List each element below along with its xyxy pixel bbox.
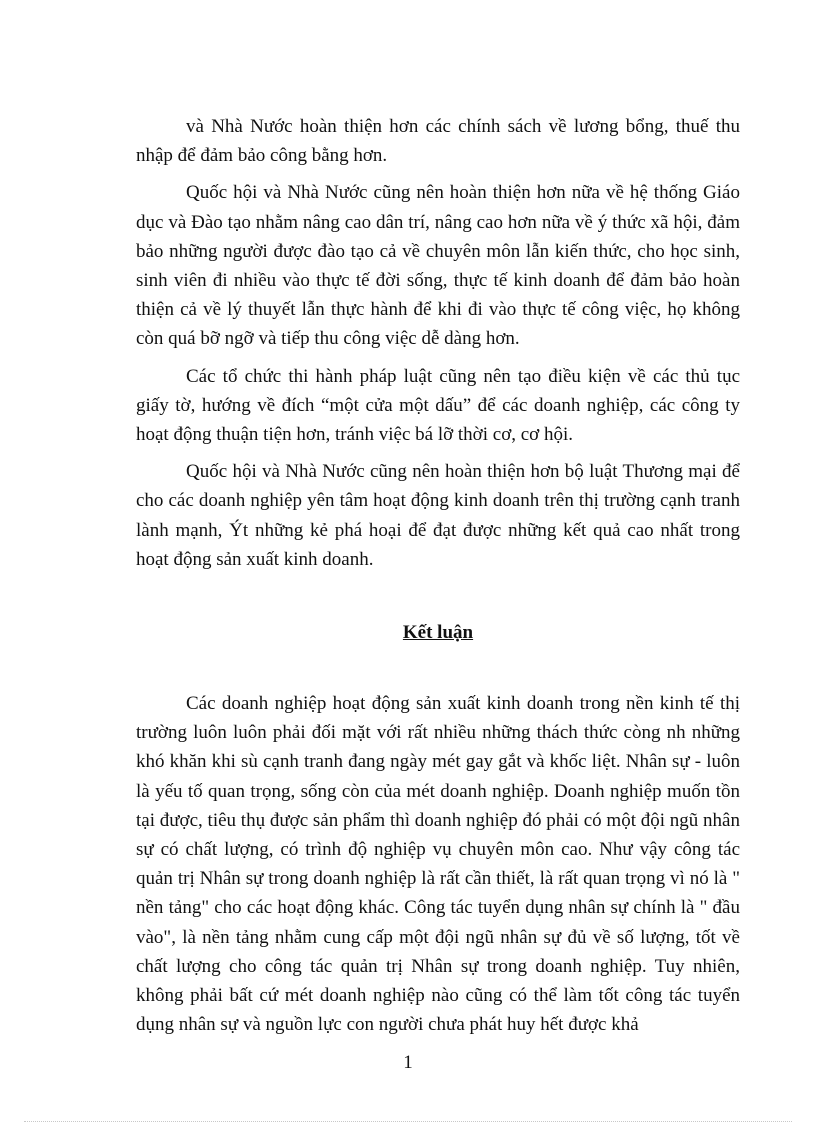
section-heading-conclusion: Kết luận xyxy=(402,622,474,644)
page-body xyxy=(136,112,740,1047)
paragraph-conclusion: Các doanh nghiệp hoạt động sản xuất kinh doanh trong nền kinh tế thị trường luôn luôn phải đối mặt với rất nhiều những thách thức còng nh những khó khăn khi sù cạnh tranh đang ngày mét gay gắt và khốc liệt. Nhân sự - luôn là yếu tố quan trọng, sống còn của mét doanh nghiệp. Doanh nghiệp muốn tồn tại được, tiêu thụ được sản phẩm thì doanh nghiệp đó phải có một đội ngũ nhân sự có chất lượng, có trình độ nghiệp vụ chuyên môn cao. Như vậy công tác quản trị Nhân sự trong doanh nghiệp là rất cần thiết, là rất quan trọng vì nó là " nền tảng" cho các hoạt động khác. Công tác tuyển dụng nhân sự chính là " đầu vào", là nền tảng nhằm cung cấp một đội ngũ nhân sự đủ về số lượng, tốt về chất lượng cho công tác quản trị Nhân sự trong doanh nghiệp. Tuy nhiên, không phải bất cứ mét doanh nghiệp nào cũng có thể làm tốt công tác tuyển dụng nhân sự và nguồn lực con người chưa phát huy hết được khả xyxy=(136,693,740,1036)
paragraph-law-enforcement: Các tổ chức thi hành pháp luật cũng nên tạo điều kiện về các thủ tục giấy tờ, hướng về đích “một cửa một dấu” để các doanh nghiệp, các công ty hoạt động thuận tiện hơn, tránh việc bá lỡ thời cơ, cơ hội. xyxy=(136,365,740,446)
paragraph-education: Quốc hội và Nhà Nước cũng nên hoàn thiện hơn nữa về hệ thống Giáo dục và Đào tạo nhằm nâng cao dân trí, nâng cao hơn nữa về ý thức xã hội, đảm bảo những người được đào tạo cả về chuyên môn lẫn kiến thức, cho học sinh, sinh viên đi nhiều vào thực tế đời sống, thực tế kinh doanh để đảm bảo hoàn thiện cả về lý thuyết lẫn thực hành để khi đi vào thực tế công việc, họ không còn quá bỡ ngỡ và tiếp thu công việc dễ dàng hơn. xyxy=(136,182,740,350)
page-bottom-divider xyxy=(24,1121,792,1122)
page-number: 1 xyxy=(403,1052,413,1073)
paragraph-tax-policy: và Nhà Nước hoàn thiện hơn các chính sách về lương bổng, thuế thu nhập để đảm bảo công bằng hơn. xyxy=(136,116,740,167)
paragraph-commercial-law: Quốc hội và Nhà Nước cũng nên hoàn thiện hơn bộ luật Thương mại để cho các doanh nghiệp yên tâm hoạt động kinh doanh trên thị trường cạnh tranh lành mạnh, Ýt những kẻ phá hoại để đạt được những kết quả cao nhất trong hoạt động sản xuất kinh doanh. xyxy=(136,461,740,570)
